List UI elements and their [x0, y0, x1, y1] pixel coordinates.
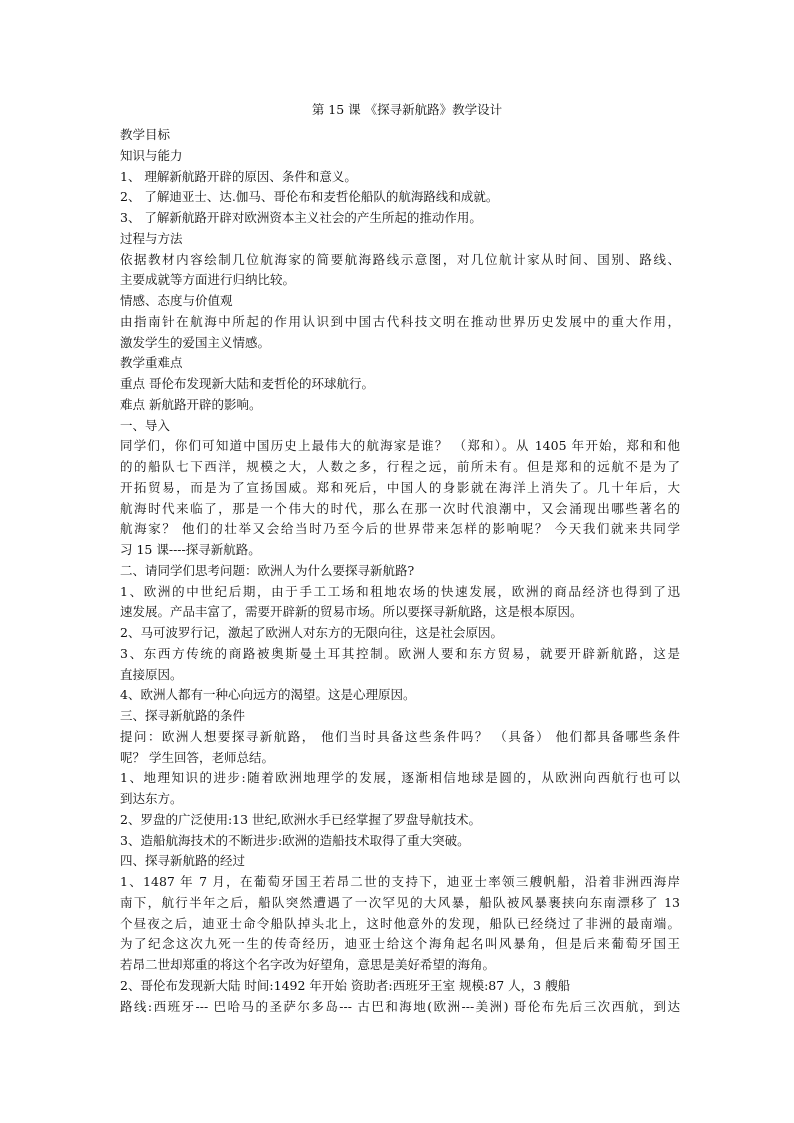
text-line: 航海家？ 他们的壮举又会给当时乃至今后的世界带来怎样的影响呢？ 今天我们就来共同学 [120, 521, 680, 537]
text-line: 由指南针在航海中所起的作用认识到中国古代科技文明在推动世界历史发展中的重大作用， [120, 313, 680, 329]
text-line: 1、 理解新航路开辟的原因、条件和意义。 [120, 168, 357, 184]
text-line: 若昂二世却郑重的将这个名字改为好望角，意思是美好希望的海角。 [120, 957, 496, 972]
text-line: 速发展。产品丰富了，需要开辟新的贸易市场。所以要探寻新航路，这是根本原因。 [120, 604, 583, 620]
text-line: 3、 了解新航路开辟对欧洲资本主义社会的产生所起的推动作用。 [120, 210, 482, 225]
text-line: 激发学生的爱国主义情感。 [120, 334, 271, 350]
text-line: 主要成就等方面进行归纳比较。 [120, 272, 296, 288]
text-line: 习 15 课----探寻新航路。 [120, 542, 261, 557]
text-line: 三、探寻新航路的条件 [120, 708, 246, 723]
text-line: 路线:西班牙--- 巴哈马的圣萨尔多岛--- 古巴和海地(欧洲---美洲) 哥伦布先后三次西航，到达 [120, 998, 680, 1014]
text-line: 提问：欧洲人想要探寻新航路， 他们当时具备这些条件吗？ （具备） 他们都具备哪些条件 [120, 728, 680, 744]
text-line: 2、 了解迪亚士、达.伽马、哥伦布和麦哲伦船队的航海路线和成就。 [120, 189, 499, 205]
document-body [120, 125, 680, 1017]
text-line: 南下，航行半年之后，船队突然遭遇了一次罕见的大风暴，船队被风暴裹挟向东南漂移了 13 [120, 894, 680, 910]
document-title: 第 15 课 《探寻新航路》教学设计 [311, 102, 503, 117]
text-line: 过程与方法 [120, 230, 183, 246]
text-line: 2、马可波罗行记，激起了欧洲人对东方的无限向往，这是社会原因。 [120, 625, 503, 640]
text-line: 的的船队七下西洋，规模之大，人数之多，行程之远，前所未有。但是郑和的远航不是为了 [120, 459, 680, 474]
text-line: 呢？ 学生回答，老师总结。 [120, 749, 274, 765]
text-line: 知识与能力 [120, 147, 183, 163]
text-line: 教学重难点 [120, 355, 183, 371]
text-line: 重点 哥伦布发现新大陆和麦哲伦的环球航行。 [120, 376, 374, 391]
text-line: 教学目标 [120, 127, 171, 142]
text-line: 情感、态度与价值观 [120, 293, 233, 308]
text-line: 到达东方。 [120, 791, 183, 806]
text-line: 4、欧洲人都有一种心向远方的渴望。这是心理原因。 [120, 687, 416, 703]
text-line: 直接原因。 [120, 666, 183, 682]
text-line: 1、1487 年 7 月，在葡萄牙国王若昂二世的支持下，迪亚士率领三艘帆船，沿着非洲西海岸 [120, 874, 680, 889]
text-line: 一、导入 [120, 417, 171, 433]
text-line: 二、请同学们思考问题：欧洲人为什么要探寻新航路? [120, 562, 415, 578]
text-line: 开拓贸易，而是为了宣扬国威。郑和死后，中国人的身影就在海洋上消失了。几十年后，大 [120, 479, 680, 495]
text-line: 同学们，你们可知道中国历史上最伟大的航海家是谁？ （郑和）。从 1405 年开始，郑和和他 [120, 438, 680, 454]
text-line: 四、探寻新航路的经过 [120, 853, 246, 869]
text-line: 为了纪念这次九死一生的传奇经历，迪亚士给这个海角起名叫风暴角，但是后来葡萄牙国王 [120, 936, 680, 952]
text-line: 2、罗盘的广泛使用:13 世纪,欧洲水手已经掌握了罗盘导航技术。 [120, 811, 482, 827]
text-line: 1、地理知识的进步:随着欧洲地理学的发展，逐渐相信地球是圆的，从欧洲向西航行也可以 [120, 770, 680, 786]
text-line: 难点 新航路开辟的影响。 [120, 396, 262, 412]
text-line: 个昼夜之后，迪亚士命令船队掉头北上，这时他意外的发现，船队已经绕过了非洲的最南端。 [120, 915, 680, 931]
text-line: 航海时代来临了，那是一个伟大的时代，那么在那一次时代浪潮中，又会涌现出哪些著名的 [120, 500, 680, 516]
text-line: 依据教材内容绘制几位航海家的简要航海路线示意图，对几位航计家从时间、国别、路线、 [120, 251, 680, 267]
text-line: 3、东西方传统的商路被奥斯曼土耳其控制。欧洲人要和东方贸易，就要开辟新航路，这是 [120, 645, 680, 661]
text-line: 3、造船航海技术的不断进步:欧洲的造船技术取得了重大突破。 [120, 832, 470, 848]
text-line: 2、哥伦布发现新大陆 时间:1492 年开始 资助者:西班牙王室 规模:87 人，3 艘船 [120, 977, 571, 993]
text-line: 1、欧洲的中世纪后期，由于手工工场和租地农场的快速发展，欧洲的商品经济也得到了迅 [120, 583, 680, 599]
